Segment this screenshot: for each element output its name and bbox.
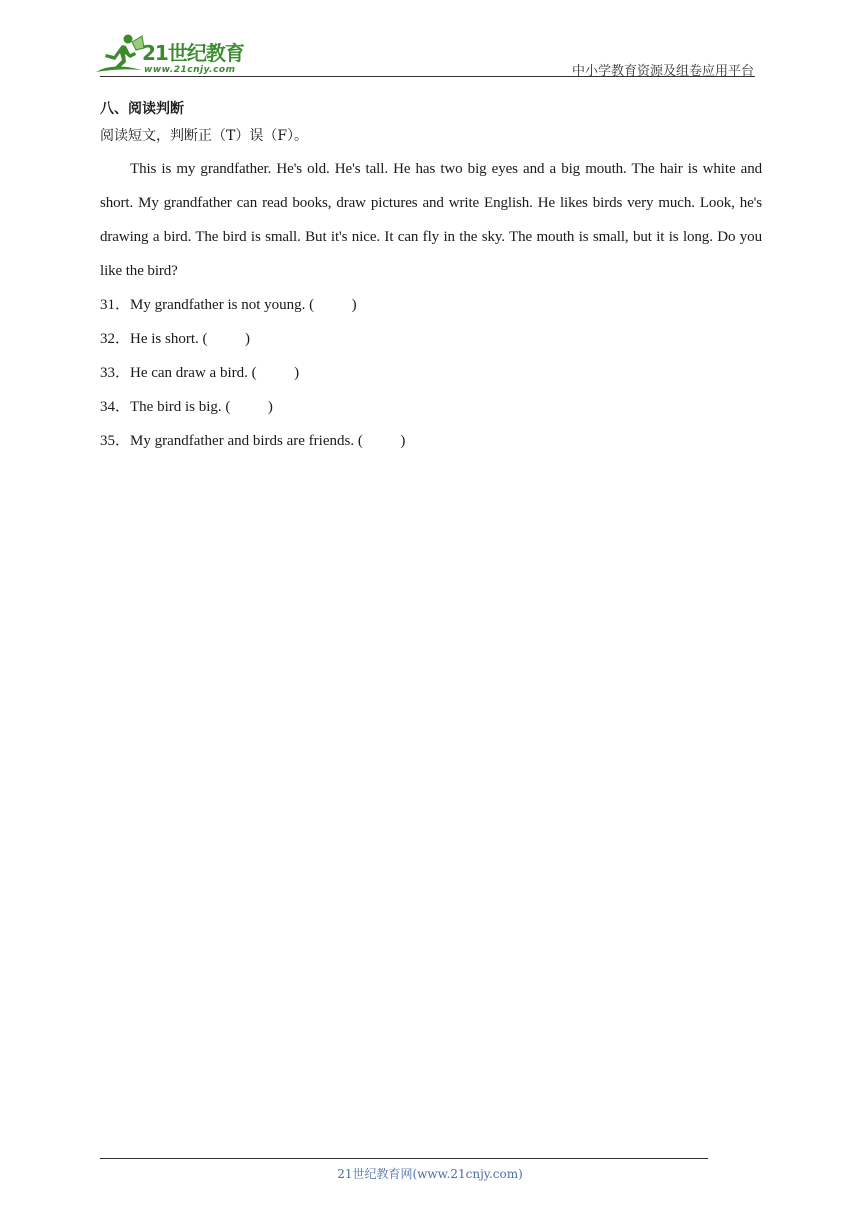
question-item xyxy=(100,390,762,424)
section-title: 八、阅读判断 xyxy=(100,101,184,117)
question-text: My grandfather is not young. ( ) xyxy=(130,297,357,313)
page-footer: 21世纪教育网(www.21cnjy.com) xyxy=(337,1167,523,1181)
question-number: 32． xyxy=(100,331,131,347)
reading-section xyxy=(100,98,762,458)
question-number: 35． xyxy=(100,433,131,449)
platform-name: 中小学教育资源及组卷应用平台 xyxy=(571,64,754,79)
header-divider xyxy=(100,76,755,77)
question-item xyxy=(100,322,762,356)
section-instruction: 阅读短文，判断正（T）误（F）。 xyxy=(100,128,309,144)
question-text: He is short. ( ) xyxy=(130,331,250,347)
runner-logo-icon xyxy=(92,32,148,78)
site-logo xyxy=(92,30,262,78)
question-text: My grandfather and birds are friends. ( ) xyxy=(130,433,406,449)
question-number: 33． xyxy=(100,365,131,381)
footer-divider xyxy=(100,1158,708,1159)
question-number: 31． xyxy=(100,297,131,313)
question-item xyxy=(100,288,762,322)
question-item xyxy=(100,424,762,458)
question-text: He can draw a bird. ( ) xyxy=(130,365,300,381)
question-list xyxy=(100,288,762,458)
question-number: 34． xyxy=(100,399,131,415)
logo-text: 21世纪教育 xyxy=(142,41,244,65)
logo-url: www.21cnjy.com xyxy=(144,65,236,75)
question-text: The bird is big. ( ) xyxy=(130,399,273,415)
question-item xyxy=(100,356,762,390)
reading-passage: This is my grandfather. He's old. He's tall. He has two big eyes and a big mouth. The hair is white and short. My grandfather can read books, draw pictures and write English. He likes birds very much. Look, he's drawing a bird. The bird is small. But it's nice. It can fly in the sky. The mouth is small, but it is long. Do you like the bird? xyxy=(100,161,762,279)
page-header xyxy=(92,30,760,80)
